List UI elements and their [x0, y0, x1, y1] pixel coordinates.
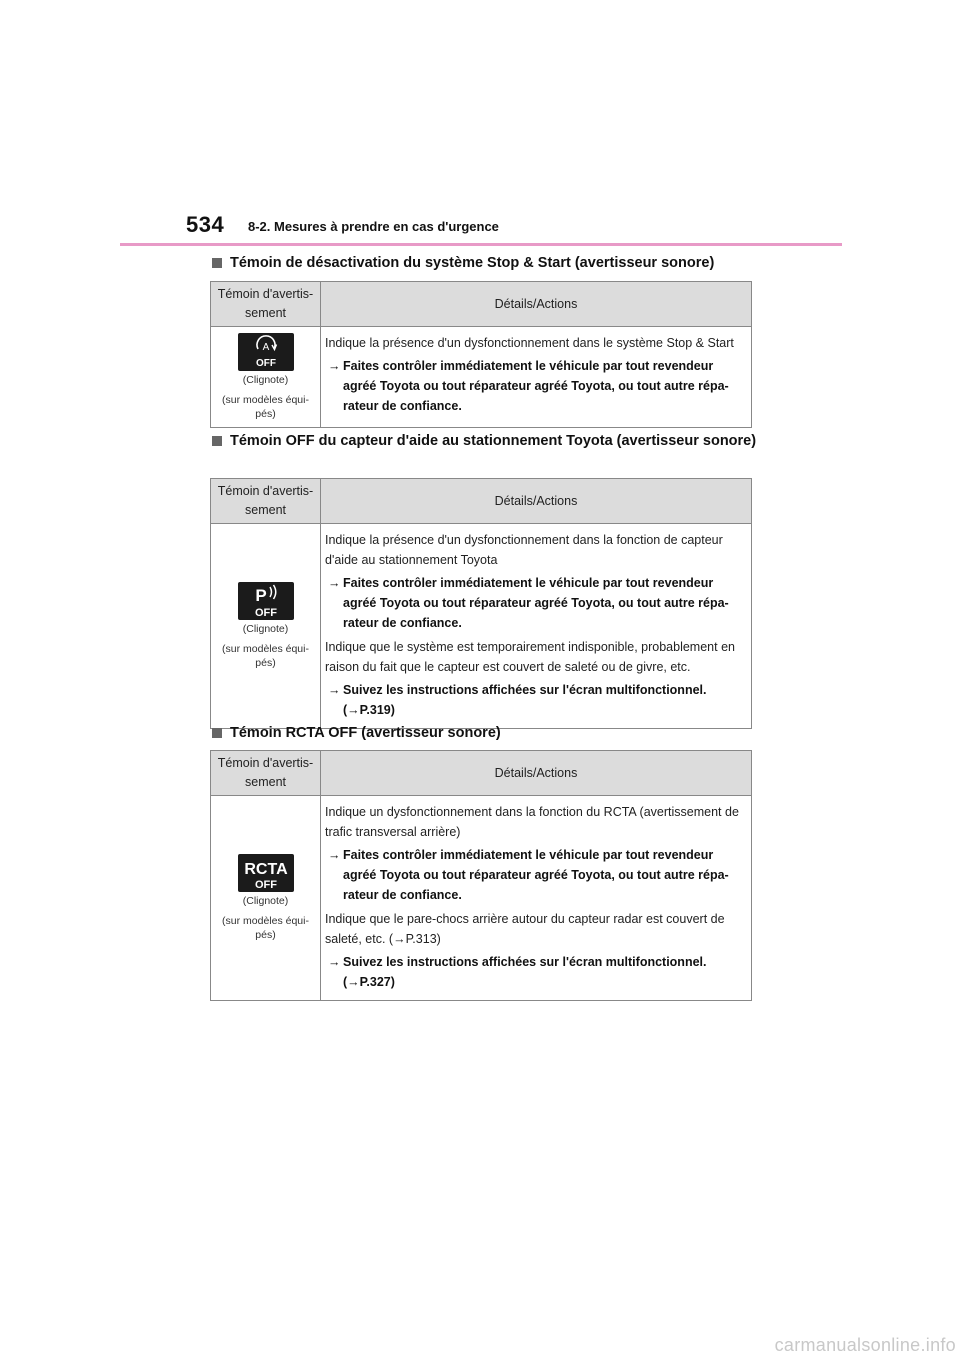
chapter-title: 8-2. Mesures à prendre en cas d'urgence [248, 219, 499, 234]
table-row [211, 524, 752, 729]
parking-sensor-off-icon [238, 582, 294, 620]
warning-table-stop-start [210, 281, 752, 428]
icon-cell [211, 524, 321, 729]
warning-table-rcta [210, 750, 752, 1001]
action-item: → Faites contrôler immédiatement le véhicule par tout revendeur agréé Toyota ou tout réparateur agréé Toyota, ou tout autre répa-rateur de confiance. [325, 356, 747, 416]
header-cell-warning-light: Témoin d'avertis- sement [211, 282, 321, 327]
action-item: → Faites contrôler immédiatement le véhicule par tout revendeur agréé Toyota ou tout réparateur agréé Toyota, ou tout autre répa-rateur de confiance. [325, 573, 747, 633]
header-cell-details: Détails/Actions [321, 479, 752, 524]
page-number: 534 [186, 212, 225, 237]
square-bullet-icon [212, 258, 222, 268]
section-heading-stop-start [212, 253, 770, 274]
arrow-right-icon: → [328, 576, 341, 590]
icon-cell [211, 327, 321, 428]
svg-text:RCTA: RCTA [243, 861, 288, 878]
table-row [211, 327, 752, 428]
svg-text:OFF: OFF [255, 358, 276, 369]
icon-cell [211, 796, 321, 1001]
action-item: → Suivez les instructions affichées sur l'écran multifonctionnel. (→P.319) [325, 680, 747, 720]
section-heading-parking-sensor [212, 431, 770, 452]
square-bullet-icon [212, 436, 222, 446]
table-header-row [211, 479, 752, 524]
action-item: → Faites contrôler immédiatement le véhicule par tout revendeur agréé Toyota ou tout réparateur agréé Toyota, ou tout autre répa-rateur de confiance. [325, 845, 747, 905]
detail-text: Indique un dysfonctionnement dans la fonction du RCTA (avertissement de trafic transversal arrière) [325, 805, 739, 839]
header-cell-warning-light: Témoin d'avertis- sement [211, 479, 321, 524]
details-cell [321, 524, 752, 729]
action-item: → Suivez les instructions affichées sur l'écran multifonctionnel. (→P.327) [325, 952, 747, 992]
icon-caption: (Clignote) [242, 374, 289, 386]
icon-note: (sur modèles équi- pés) [222, 394, 309, 420]
arrow-right-icon: → [328, 848, 341, 862]
svg-text:P: P [254, 586, 267, 605]
detail-text: Indique la présence d'un dysfonctionnement dans le système Stop & Start [325, 336, 734, 350]
section-heading-text: Témoin RCTA OFF (avertisseur sonore) [230, 725, 501, 741]
details-cell [321, 796, 752, 1001]
header-rule [120, 243, 842, 246]
warning-table-parking-sensor [210, 478, 752, 729]
icon-caption: (Clignote) [242, 895, 289, 907]
header-cell-details: Détails/Actions [321, 751, 752, 796]
square-bullet-icon [212, 728, 222, 738]
auto-stop-off-icon [238, 333, 294, 371]
rcta-off-icon [238, 854, 294, 892]
svg-text:OFF: OFF [254, 879, 277, 891]
arrow-right-icon: → [328, 359, 341, 373]
icon-note: (sur modèles équi- pés) [222, 643, 309, 669]
table-header-row [211, 751, 752, 796]
page-reference[interactable]: (→P.327) [343, 975, 395, 989]
table-header-row [211, 282, 752, 327]
icon-note: (sur modèles équi- pés) [222, 915, 309, 941]
icon-caption: (Clignote) [242, 623, 289, 635]
page-reference[interactable]: (→P.319) [343, 703, 395, 717]
detail-text: Indique que le pare-chocs arrière autour du capteur radar est couvert de saleté, etc. (→P.313) [325, 912, 725, 946]
table-row [211, 796, 752, 1001]
section-heading-rcta [212, 723, 770, 744]
section-heading-text: Témoin de désactivation du système Stop & Start (avertisseur sonore) [230, 255, 715, 271]
section-heading-text: Témoin OFF du capteur d'aide au stationnement Toyota (avertisseur sonore) [230, 433, 757, 449]
svg-text:A: A [262, 342, 269, 353]
arrow-right-icon: → [328, 955, 341, 969]
arrow-right-icon: → [328, 683, 341, 697]
header-cell-details: Détails/Actions [321, 282, 752, 327]
details-cell [321, 327, 752, 428]
header-cell-warning-light: Témoin d'avertis- sement [211, 751, 321, 796]
watermark: carmanualsonline.info [774, 1335, 956, 1355]
svg-text:OFF: OFF [254, 607, 277, 619]
detail-text: Indique que le système est temporairement indisponible, probablement en raison du fait que le capteur est couvert de saleté ou de givre, etc. [325, 640, 735, 674]
detail-text: Indique la présence d'un dysfonctionnement dans la fonction de capteur d'aide au stationnement Toyota [325, 533, 723, 567]
